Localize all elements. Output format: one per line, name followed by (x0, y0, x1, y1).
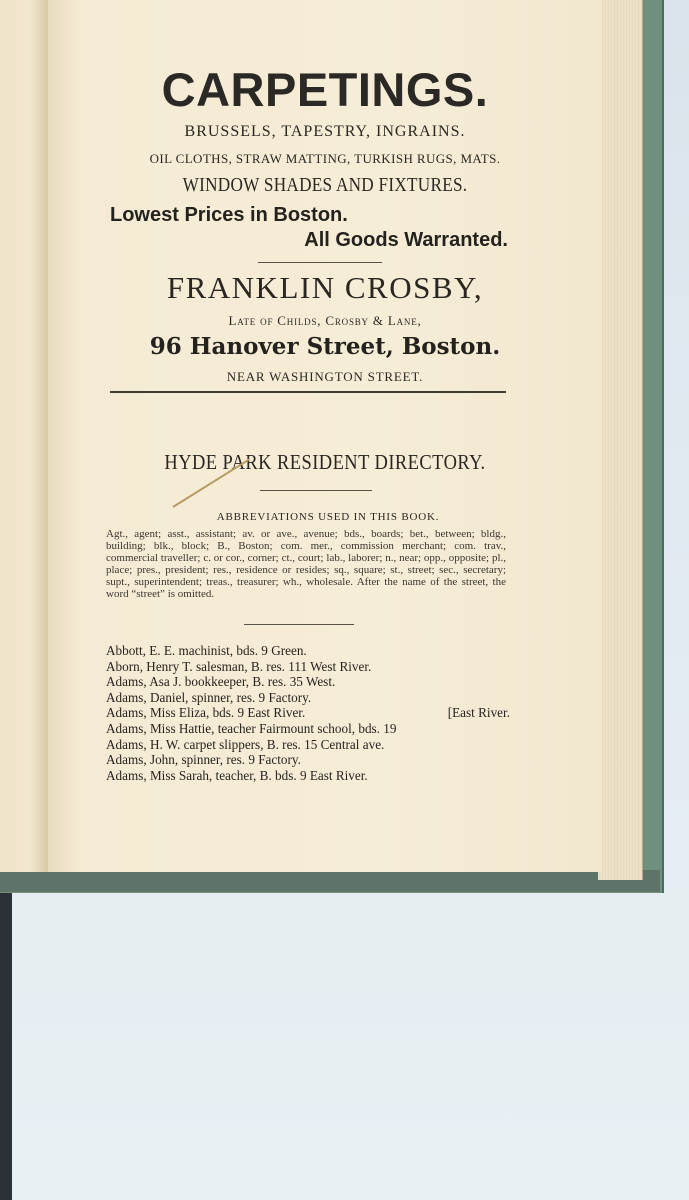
page-edges (598, 0, 643, 880)
directory-entry: Aborn, Henry T. salesman, B. res. 111 West River. (106, 658, 372, 674)
directory-entry: Abbott, E. E. machinist, bds. 9 Green. (106, 643, 307, 658)
directory-entry: Adams, Miss Sarah, teacher, B. bds. 9 East River. (106, 767, 368, 783)
abbreviations-text: Agt., agent; asst., assistant; av. or ave., avenue; bds., boards; bet., between; bldg., building; blk., block; B., Boston; com. mer., commission merchant; com. trav., commercial traveller; c. or cor., corner; ct., court; lab., laborer; n., near; opp., opposite; pl., place; pres., president; res., residence or resides; sq., square; st., street; sec., secretary; supt., superintendent; treas., treasurer; wh., wholesale. After the name of the street, the word “street” is omitted. (106, 528, 506, 600)
book-spine-strip (0, 880, 12, 1200)
ad-line-lowest-prices: Lowest Prices in Boston. (110, 204, 348, 226)
ad-headline: CARPETINGS. (161, 63, 489, 116)
entry-continuation: [East River. (447, 705, 510, 721)
ad-line-carpet-types: BRUSSELS, TAPESTRY, INGRAINS. (184, 123, 466, 140)
ad-near: NEAR WASHINGTON STREET. (226, 369, 424, 384)
directory-entry: Adams, H. W. carpet slippers, B. res. 15 Central ave. (106, 736, 385, 752)
directory-entry: Adams, Asa J. bookkeeper, B. res. 35 West. (106, 674, 336, 690)
directory-entry: Adams, Daniel, spinner, res. 9 Factory. (106, 689, 312, 705)
directory-entry: Adams, Miss Eliza, bds. 9 East River. [East River. (106, 705, 510, 721)
ad-divider-long (110, 391, 506, 393)
directory-entry: Adams, John, spinner, res. 9 Factory. (106, 752, 301, 768)
title-divider (260, 490, 372, 491)
ad-divider-short (258, 262, 382, 263)
ad-line-warranted: All Goods Warranted. (304, 229, 508, 251)
ad-merchant-name: FRANKLIN CROSBY, (166, 270, 484, 305)
book-page (48, 0, 602, 872)
abbr-divider (244, 624, 354, 625)
ad-line-window-shades: WINDOW SHADES AND FIXTURES. (182, 174, 468, 196)
directory-title: HYDE PARK RESIDENT DIRECTORY. (164, 450, 486, 474)
ad-late-of: Late of Childs, Crosby & Lane, (228, 313, 422, 328)
left-page-margin (0, 0, 49, 872)
abbreviations-heading: ABBREVIATIONS USED IN THIS BOOK. (216, 511, 440, 523)
ad-address: 96 Hanover Street, Boston. (149, 333, 501, 360)
book-cover-bottom-edge (0, 870, 660, 892)
directory-entries (106, 643, 510, 783)
directory-entry: Adams, Miss Hattie, teacher Fairmount school, bds. 19 (106, 720, 397, 736)
ad-line-goods: OIL CLOTHS, STRAW MATTING, TURKISH RUGS, MATS. (149, 151, 501, 166)
